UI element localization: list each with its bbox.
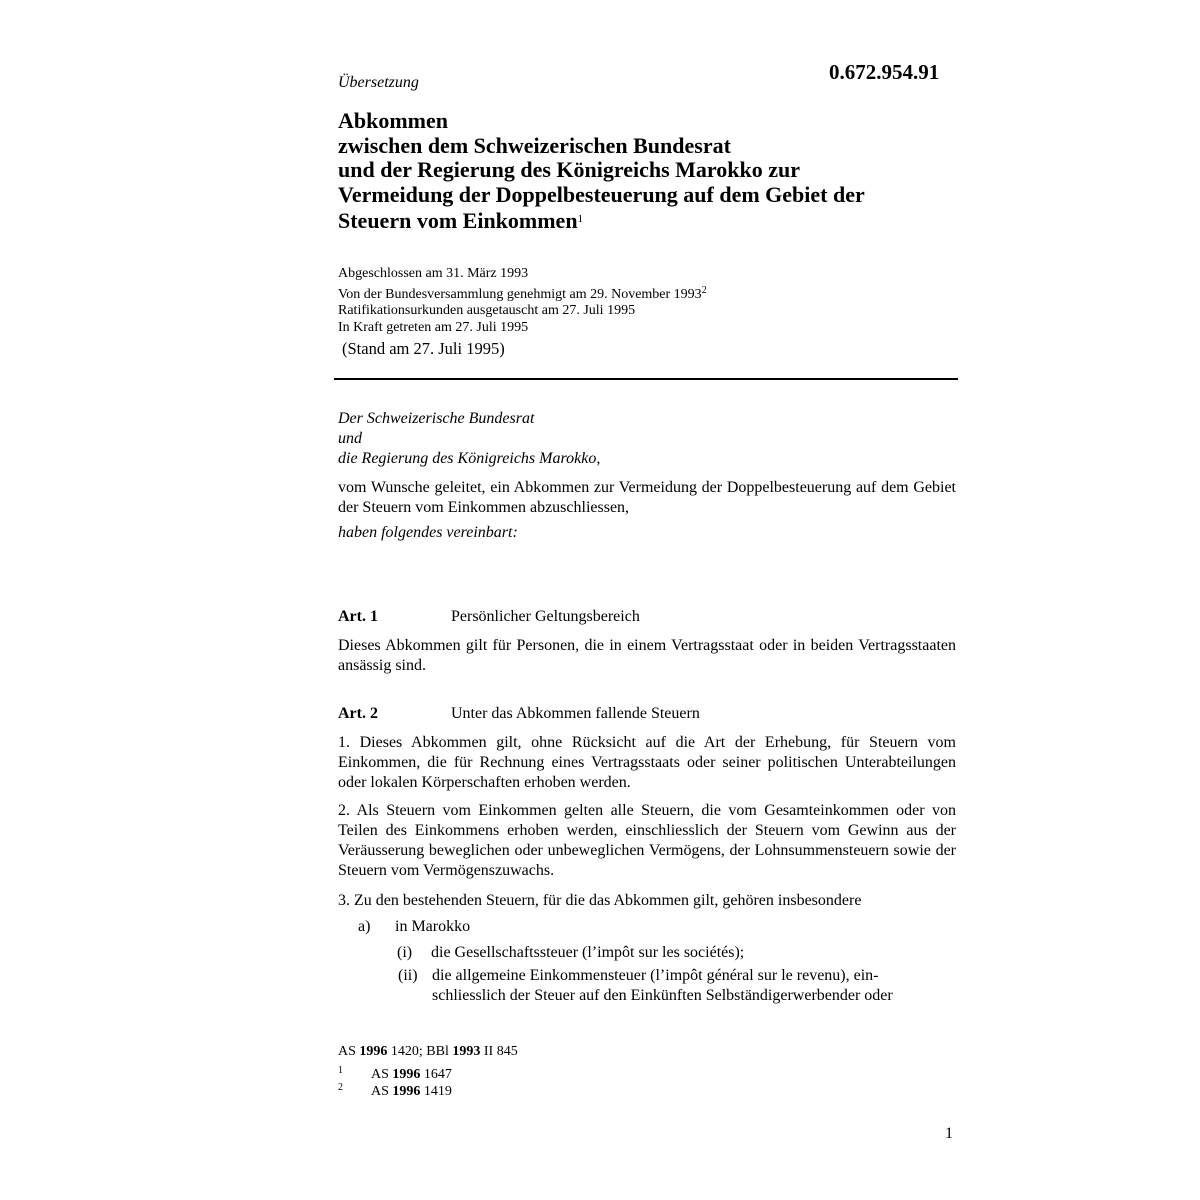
fn-text: AS xyxy=(338,1044,360,1059)
fn-text: 1420; BBl xyxy=(387,1044,453,1059)
source-footnote xyxy=(338,1044,518,1060)
page-number: 1 xyxy=(945,1125,953,1142)
list-marker: (ii) xyxy=(398,967,418,984)
article-2-paragraph-2: 2. Als Steuern vom Einkommen gelten alle Steuern, die vom Gesamteinkommen oder von Teilen des Einkommens erhoben werden, einschliesslich der Steuern vom Gewinn aus der Veräusserung beweglichen oder unbeweglichen Vermögens, der Lohnsummensteuern sowie der Steuern vom Vermögenszuwachs. xyxy=(338,802,956,879)
article-2-paragraph-1: 1. Dieses Abkommen gilt, ohne Rücksicht auf die Art der Erhebung, für Steuern vom Einkommen, die für Rechnung eines Vertragsstaats oder seiner politischen Unterabteilungen oder lokalen Körperschaften erhoben werden. xyxy=(338,734,956,791)
sr-number: 0.672.954.91 xyxy=(829,60,940,84)
fn-year: 1996 xyxy=(392,1084,421,1099)
title-line: Vermeidung der Doppelbesteuerung auf dem Gebiet der xyxy=(338,181,865,207)
article-number: Art. 2 xyxy=(338,705,378,722)
preamble-intent: vom Wunsche geleitet, ein Abkommen zur Vermeidung der Doppelbesteuerung auf dem Gebiet der Steuern vom Einkommen abzuschliessen, xyxy=(338,479,956,516)
party-morocco: die Regierung des Königreichs Marokko, xyxy=(338,450,601,467)
list-item-a xyxy=(358,918,470,936)
footnote-number: 2 xyxy=(338,1082,343,1093)
article-2-heading xyxy=(338,705,700,723)
contracting-parties xyxy=(338,409,600,469)
fn-year: 1993 xyxy=(452,1044,481,1059)
article-2-paragraph-3: 3. Zu den bestehenden Steuern, für die das Abkommen gilt, gehören insbesondere xyxy=(338,892,862,909)
status-date: (Stand am 27. Juli 1995) xyxy=(342,339,505,358)
title-line xyxy=(338,207,865,234)
translation-label: Übersetzung xyxy=(338,74,419,91)
fn-year: 1996 xyxy=(359,1044,388,1059)
article-number: Art. 1 xyxy=(338,608,378,625)
sub-item-ii xyxy=(398,966,958,1006)
title-line: zwischen dem Schweizerischen Bundesrat xyxy=(338,132,731,158)
party-conjunction: und xyxy=(338,430,362,447)
footnote-ref[interactable]: 2 xyxy=(701,284,707,296)
title-line: Abkommen xyxy=(338,108,449,133)
list-item-text: die Gesellschaftssteuer (l’impôt sur les sociétés); xyxy=(431,944,745,961)
dates-block xyxy=(338,266,707,336)
list-marker: a) xyxy=(358,918,371,935)
fn-year: 1996 xyxy=(392,1067,421,1082)
document-title xyxy=(338,109,865,234)
title-line: und der Regierung des Königreichs Marokko zur xyxy=(338,157,801,182)
article-1-heading xyxy=(338,608,640,626)
fn-text: AS xyxy=(371,1084,393,1099)
fn-text: II 845 xyxy=(480,1044,518,1059)
divider xyxy=(334,378,958,380)
footnote-2 xyxy=(338,1080,452,1100)
fn-text: 1647 xyxy=(420,1067,452,1082)
article-title: Persönlicher Geltungsbereich xyxy=(451,608,640,625)
list-marker: (i) xyxy=(397,944,413,961)
date-concluded: Abgeschlossen am 31. März 1993 xyxy=(338,266,529,281)
date-approved xyxy=(338,283,707,304)
title-line-text: Steuern vom Einkommen xyxy=(338,208,578,233)
date-approved-text: Von der Bundesversammlung genehmigt am 29. November 1993 xyxy=(338,286,702,302)
article-1-text: Dieses Abkommen gilt für Personen, die in einem Vertragsstaat oder in beiden Vertragsstaaten ansässig sind. xyxy=(338,637,956,674)
fn-text: AS xyxy=(371,1067,393,1082)
list-item-continuation: schliesslich der Steuer auf den Einkünften Selbständigerwerbender oder xyxy=(432,987,893,1004)
date-ratification: Ratifikationsurkunden ausgetauscht am 27. Juli 1995 xyxy=(338,303,636,318)
footnote-ref[interactable]: 1 xyxy=(577,213,584,225)
fn-text: 1419 xyxy=(420,1084,452,1099)
date-in-force: In Kraft getreten am 27. Juli 1995 xyxy=(338,319,529,335)
list-item-text: in Marokko xyxy=(395,918,471,935)
party-switzerland: Der Schweizerische Bundesrat xyxy=(338,410,535,427)
sub-item-i xyxy=(397,943,957,963)
preamble-agreed: haben folgendes vereinbart: xyxy=(338,524,518,541)
list-item-text: die allgemeine Einkommensteuer (l’impôt général sur le revenu), ein- xyxy=(432,967,879,984)
sub-item-line xyxy=(398,966,958,986)
article-title: Unter das Abkommen fallende Steuern xyxy=(451,705,700,722)
footnote-number: 1 xyxy=(338,1065,343,1076)
